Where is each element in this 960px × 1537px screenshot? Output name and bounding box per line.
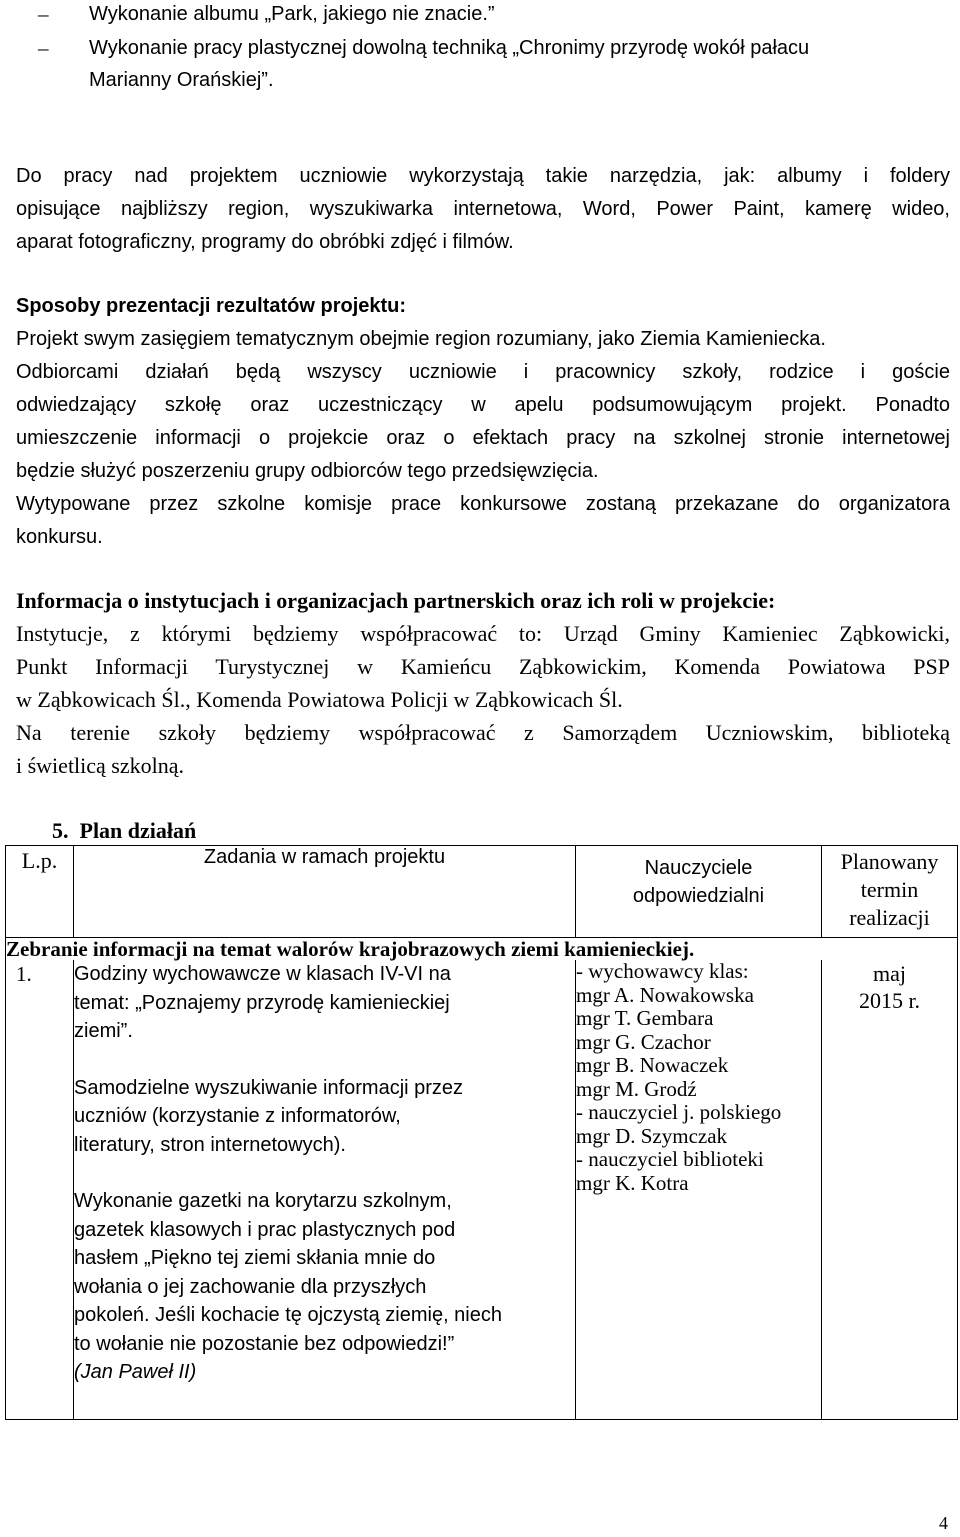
header-lp: L.p. [6,846,74,938]
partners-line: Instytucje, z którymi będziemy współpracować to: Urząd Gminy Kamieniec Ząbkowicki, [16,621,950,646]
task-block: Godziny wychowawcze w klasach IV-VI na temat: „Poznajemy przyrodę kamienieckiej ziemi”. [74,963,451,1042]
page-number: 4 [939,1513,948,1533]
partners-line: Punkt Informacji Turystycznej w Kamieńcu Ząbkowickim, Komenda Powiatowa PSP [16,654,950,679]
plan-section-row [6,938,958,961]
presentation-line: odwiedzający szkołę oraz uczestniczący w apelu podsumowującym projekt. Ponadto [16,394,950,416]
presentation-heading: Sposoby prezentacji rezultatów projektu: [16,295,407,317]
task-block: Wykonanie gazetki na korytarzu szkolnym, gazetek klasowych i prac plastycznych pod hasłem „Piękno tej ziemi skłania mnie do wołania o jej zachowanie dla przyszłych pokoleń. Jeśli kochacie tę ojczystą ziemię, niech to wołanie nie pozostanie bez odpowiedzi!” [74,1190,502,1355]
presentation-line: Wytypowane przez szkolne komisje prace konkursowe zostaną przekazane do organizatora [16,493,950,515]
bullet-item-album: Wykonanie albumu „Park, jakiego nie znacie.” [89,3,495,25]
header-date: Planowany termin realizacji [822,846,958,938]
bullet-item-art-work-cont: Marianny Orańskiej”. [89,69,274,91]
bullet-item-art-work: Wykonanie pracy plastycznej dowolną techniką „Chronimy przyrodę wokół pałacu [89,37,810,59]
presentation-line: Odbiorcami działań będą wszyscy uczniowie i pracownicy szkoły, rodzice i goście [16,361,950,383]
partners-line: Na terenie szkoły będziemy współpracować z Samorządem Uczniowskim, biblioteką [16,720,950,745]
tools-paragraph-line: aparat fotograficzny, programy do obróbki zdjęć i filmów. [16,231,514,253]
partners-line: w Ząbkowicach Śl., Komenda Powiatowa Policji w Ząbkowicach Śl. [16,687,623,712]
plan-heading: 5. Plan działań [52,818,197,843]
partners-line: i świetlicą szkolną. [16,753,185,778]
partners-heading: Informacja o instytucjach i organizacjach partnerskich oraz ich roli w projekcie: [16,588,776,613]
tools-paragraph-line: opisujące najbliższy region, wyszukiwarka internetowa, Word, Power Paint, kamerę wideo, [16,198,950,220]
presentation-line: konkursu. [16,526,103,548]
section-title: Zebranie informacji na temat walorów krajobrazowych ziemi kamienieckiej. [6,938,958,961]
bullet-dash: – [38,2,49,26]
plan-header-row [6,846,958,938]
header-teachers: Nauczyciele odpowiedzialni [576,846,822,938]
bullet-dash: – [38,36,49,60]
presentation-line: będzie służyć poszerzeniu grupy odbiorców tego przedsięwzięcia. [16,460,599,482]
task-block: Samodzielne wyszukiwanie informacji przez uczniów (korzystanie z informatorów, literatury, stron internetowych). [74,1076,464,1156]
plan-table [5,845,958,1420]
row-teachers: - wychowawcy klas: mgr A. Nowakowska mgr T. Gembara mgr G. Czachor mgr B. Nowaczek mgr M. Grodź - nauczyciel j. polskiego mgr D. Szymczak - nauczyciel biblioteki mgr K. Kotra [576,960,822,1420]
presentation-line: Projekt swym zasięgiem tematycznym obejmie region rozumiany, jako Ziemia Kamieniecka. [16,328,826,350]
table-row [6,960,958,1420]
row-date: maj 2015 r. [822,960,958,1420]
presentation-line: umieszczenie informacji o projekcie oraz o efektach pracy na szkolnej stronie internetowej [16,427,950,449]
row-lp: 1. [6,960,74,1420]
header-tasks: Zadania w ramach projektu [74,846,576,938]
tools-paragraph-line: Do pracy nad projektem uczniowie wykorzystają takie narzędzia, jak: albumy i foldery [16,165,950,187]
row-tasks [74,960,576,1420]
quote-author: (Jan Paweł II) [74,1361,197,1383]
